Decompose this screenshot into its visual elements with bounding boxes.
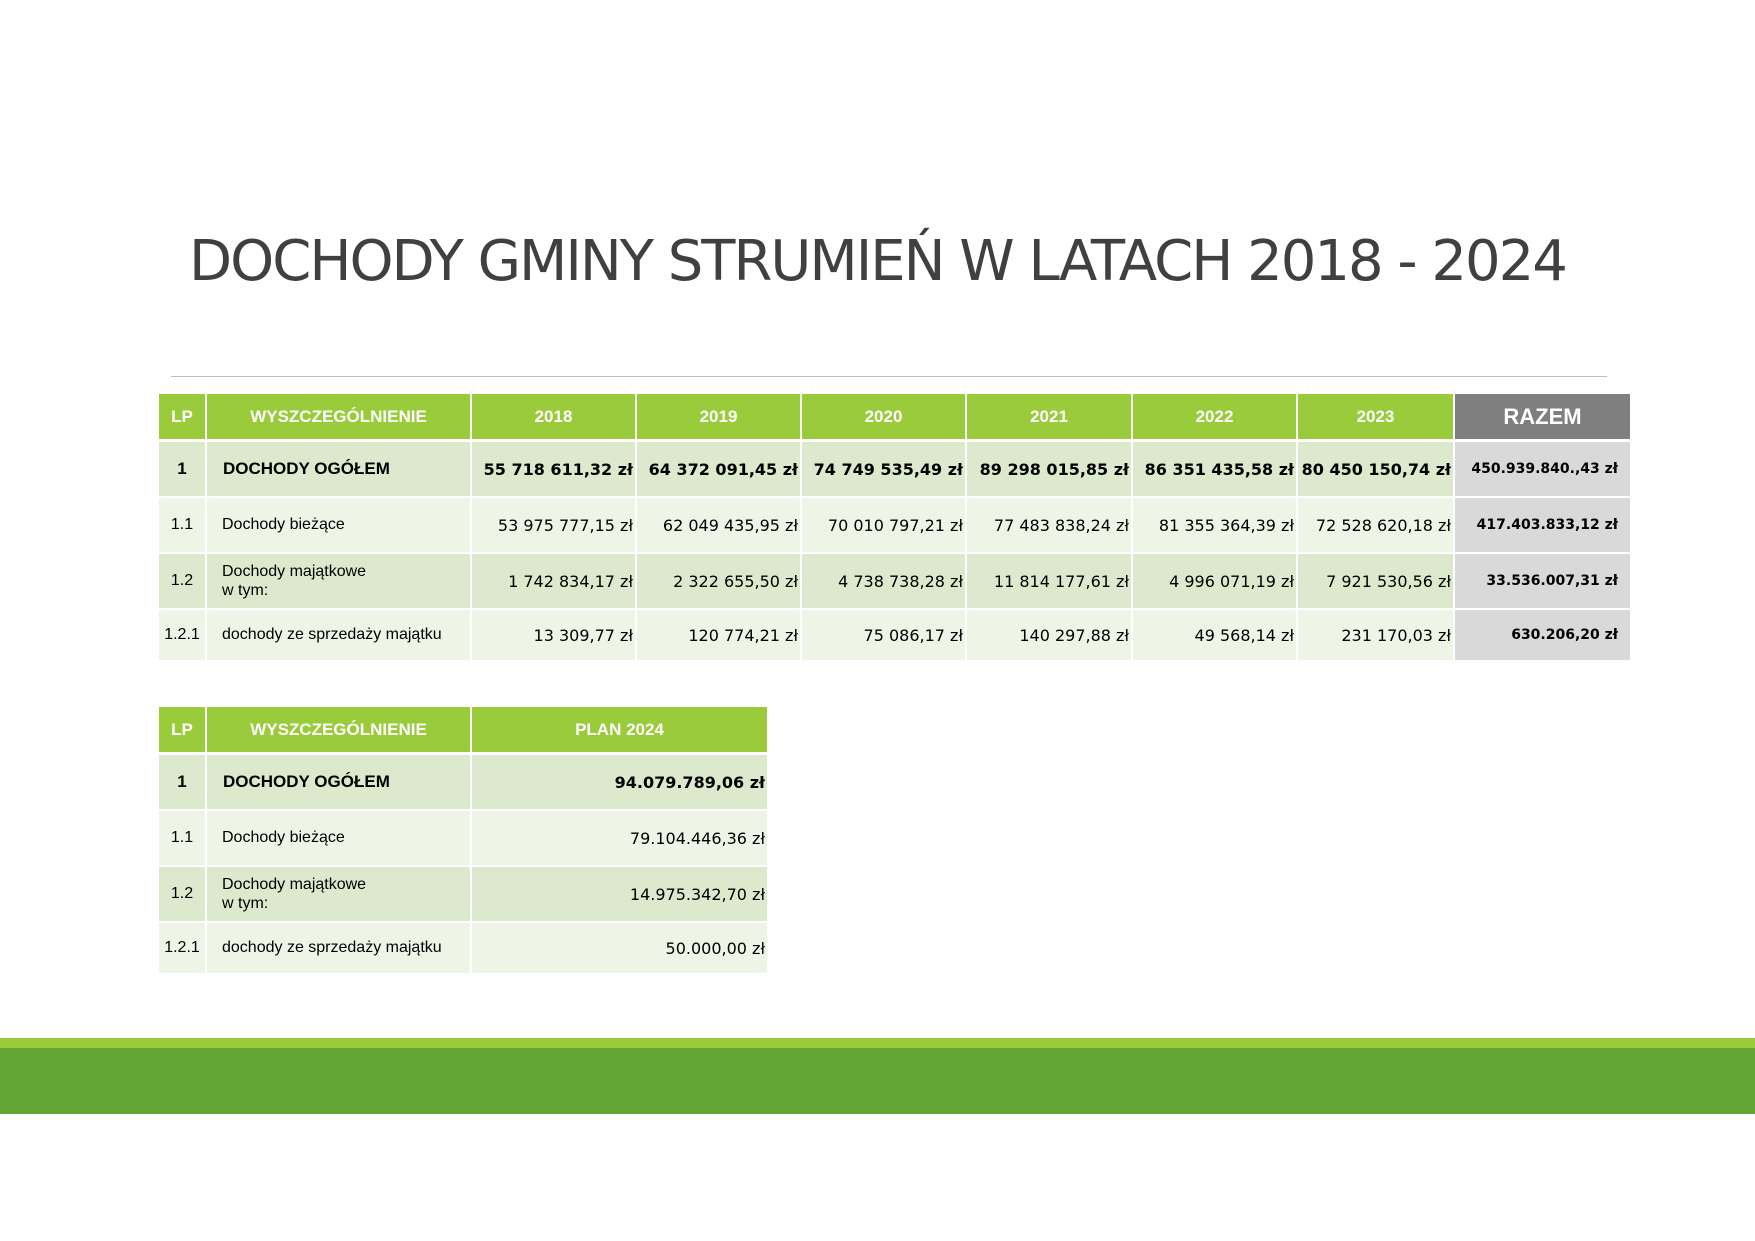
header-description: WYSZCZEGÓLNIENIE: [207, 394, 472, 442]
value-plan-2024: 14.975.342,70 zł: [472, 867, 767, 923]
table-row: [159, 554, 1630, 610]
table-row: [159, 811, 767, 867]
row-description-line2: w tym:: [222, 895, 269, 912]
table-row: [159, 755, 767, 811]
value-plan-2024: 94.079.789,06 zł: [472, 755, 767, 811]
value-total: 33.536.007,31 zł: [1455, 554, 1630, 610]
income-plan-2024-table: [159, 707, 767, 975]
value-2019: 64 372 091,45 zł: [637, 442, 802, 498]
value-2022: 49 568,14 zł: [1133, 610, 1298, 662]
row-description: dochody ze sprzedaży majątku: [207, 610, 472, 662]
header-2023: 2023: [1298, 394, 1455, 442]
value-2023: 80 450 150,74 zł: [1298, 442, 1455, 498]
title-divider: [171, 376, 1607, 377]
header-2021: 2021: [967, 394, 1133, 442]
page-title: DOCHODY GMINY STRUMIEŃ W LATACH 2018 - 2024: [189, 229, 1566, 294]
value-2018: 1 742 834,17 zł: [472, 554, 637, 610]
header-total: RAZEM: [1455, 394, 1630, 442]
header-lp: LP: [159, 394, 207, 442]
value-2019: 62 049 435,95 zł: [637, 498, 802, 554]
value-2022: 86 351 435,58 zł: [1133, 442, 1298, 498]
row-lp: 1.2.1: [159, 923, 207, 975]
value-2018: 55 718 611,32 zł: [472, 442, 637, 498]
row-lp: 1.2.1: [159, 610, 207, 662]
value-total: 630.206,20 zł: [1455, 610, 1630, 662]
value-2021: 140 297,88 zł: [967, 610, 1133, 662]
value-2022: 4 996 071,19 zł: [1133, 554, 1298, 610]
table-header-row: [159, 707, 767, 755]
value-2022: 81 355 364,39 zł: [1133, 498, 1298, 554]
row-description-line1: Dochody majątkowe: [222, 876, 367, 893]
value-2018: 13 309,77 zł: [472, 610, 637, 662]
row-description: Dochody bieżące: [207, 811, 472, 867]
row-lp: 1: [159, 755, 207, 811]
row-description: DOCHODY OGÓŁEM: [207, 755, 472, 811]
value-plan-2024: 50.000,00 zł: [472, 923, 767, 975]
table-row: [159, 498, 1630, 554]
footer-band-dark: [0, 1048, 1755, 1114]
table-row: [159, 442, 1630, 498]
row-description-line2: w tym:: [222, 582, 269, 599]
income-table-2018-2023: [159, 394, 1630, 662]
value-2020: 75 086,17 zł: [802, 610, 967, 662]
header-plan-2024: PLAN 2024: [472, 707, 767, 755]
value-2020: 4 738 738,28 zł: [802, 554, 967, 610]
value-2020: 74 749 535,49 zł: [802, 442, 967, 498]
row-description: Dochody bieżące: [207, 498, 472, 554]
row-description: dochody ze sprzedaży majątku: [207, 923, 472, 975]
table-header-row: [159, 394, 1630, 442]
value-2023: 72 528 620,18 zł: [1298, 498, 1455, 554]
header-2019: 2019: [637, 394, 802, 442]
value-2021: 77 483 838,24 zł: [967, 498, 1133, 554]
value-2019: 2 322 655,50 zł: [637, 554, 802, 610]
row-lp: 1.1: [159, 498, 207, 554]
value-2021: 89 298 015,85 zł: [967, 442, 1133, 498]
header-lp: LP: [159, 707, 207, 755]
row-lp: 1.2: [159, 867, 207, 923]
value-2023: 7 921 530,56 zł: [1298, 554, 1455, 610]
value-2018: 53 975 777,15 zł: [472, 498, 637, 554]
row-lp: 1.1: [159, 811, 207, 867]
header-2022: 2022: [1133, 394, 1298, 442]
table-row: [159, 867, 767, 923]
value-total: 417.403.833,12 zł: [1455, 498, 1630, 554]
value-2023: 231 170,03 zł: [1298, 610, 1455, 662]
table-row: [159, 610, 1630, 662]
row-description: [207, 554, 472, 610]
header-2018: 2018: [472, 394, 637, 442]
value-2019: 120 774,21 zł: [637, 610, 802, 662]
row-description-line1: Dochody majątkowe: [222, 563, 367, 580]
value-plan-2024: 79.104.446,36 zł: [472, 811, 767, 867]
row-lp: 1.2: [159, 554, 207, 610]
header-2020: 2020: [802, 394, 967, 442]
value-total: 450.939.840.,43 zł: [1455, 442, 1630, 498]
value-2021: 11 814 177,61 zł: [967, 554, 1133, 610]
row-description: DOCHODY OGÓŁEM: [207, 442, 472, 498]
table-row: [159, 923, 767, 975]
header-description: WYSZCZEGÓLNIENIE: [207, 707, 472, 755]
row-description: [207, 867, 472, 923]
row-lp: 1: [159, 442, 207, 498]
footer-band-light: [0, 1038, 1755, 1048]
value-2020: 70 010 797,21 zł: [802, 498, 967, 554]
